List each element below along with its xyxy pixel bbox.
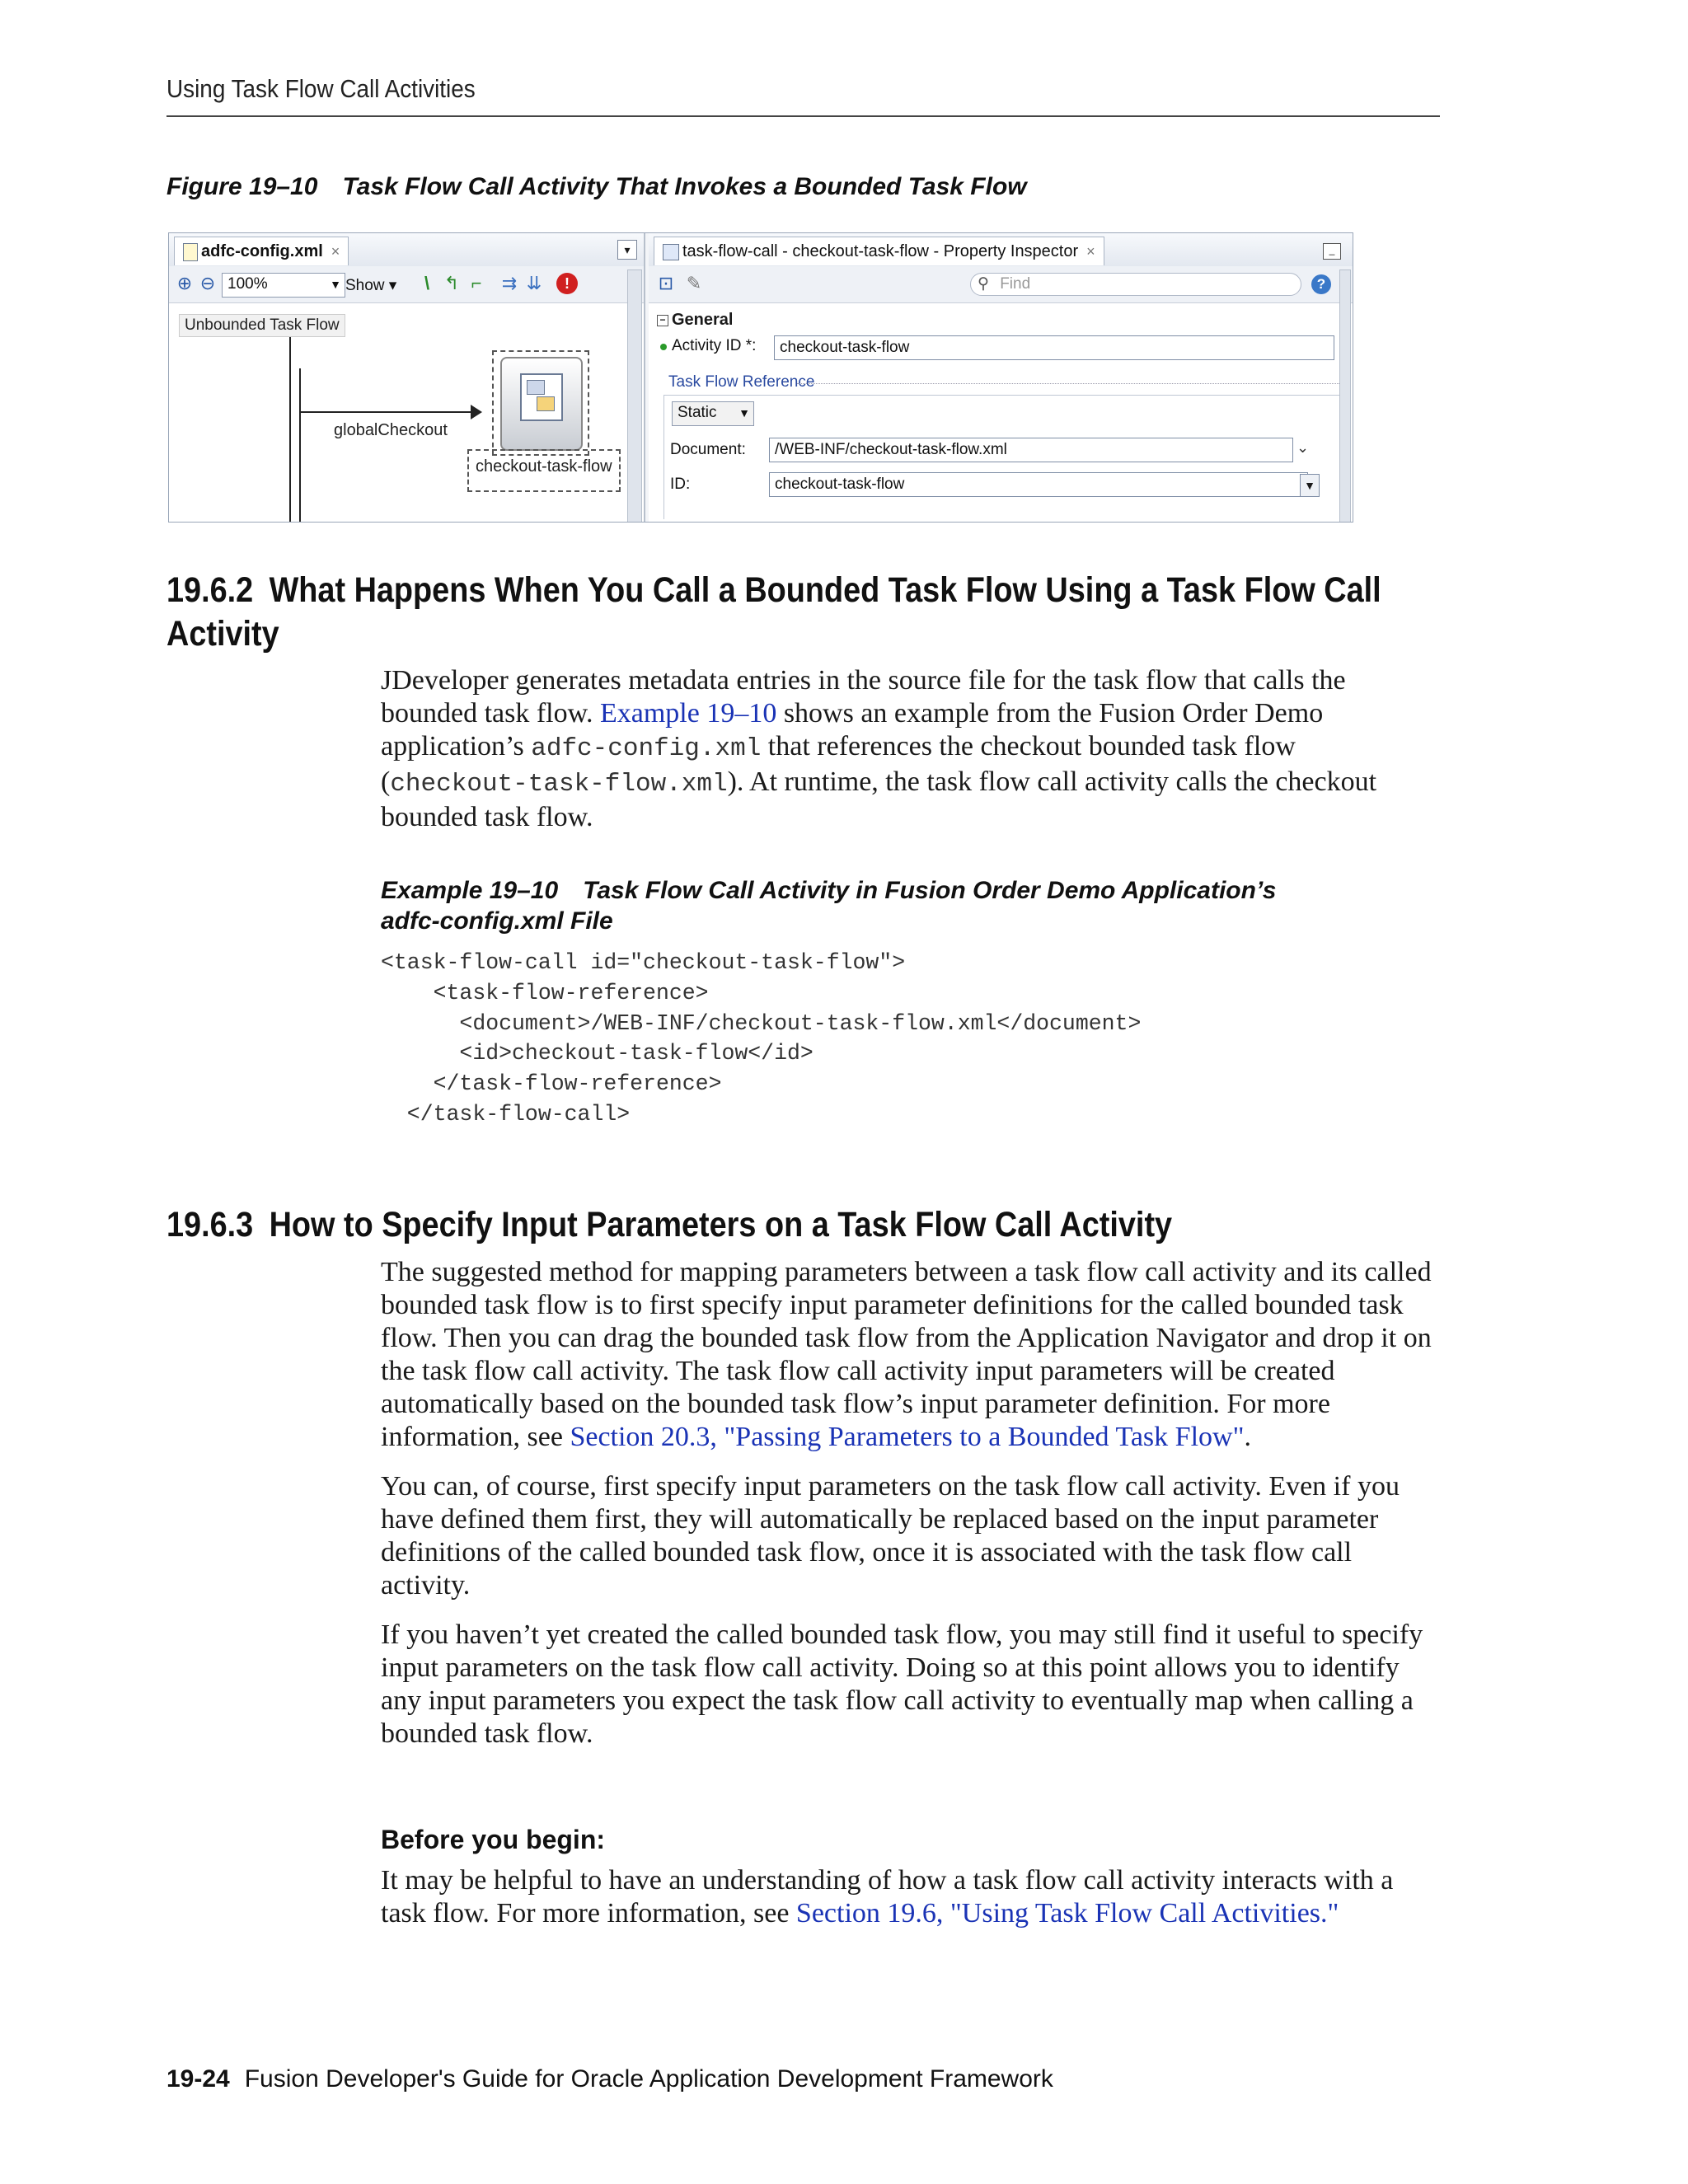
arrow-head-icon xyxy=(471,405,482,419)
align-icon[interactable]: ⇊ xyxy=(526,273,542,293)
control-flow-label: globalCheckout xyxy=(334,421,448,439)
task-flow-call-activity[interactable] xyxy=(500,357,583,451)
task-flow-call-icon xyxy=(520,373,563,421)
before-you-begin-body xyxy=(381,1864,1444,1947)
header-rule xyxy=(166,115,1440,117)
reference-type-select[interactable]: Static ▼ xyxy=(672,401,754,426)
inline-code: checkout-task-flow.xml xyxy=(390,770,728,799)
chevron-down-icon: ▼ xyxy=(738,406,750,419)
chevron-down-icon[interactable]: ⌄ xyxy=(1296,439,1310,456)
flow-line-left xyxy=(299,368,301,522)
required-icon xyxy=(660,344,667,350)
section-general[interactable]: − General xyxy=(657,311,733,330)
page-footer xyxy=(166,2065,1053,2093)
find-icon: ⚲ xyxy=(978,275,989,293)
running-header: Using Task Flow Call Activities xyxy=(166,74,476,103)
tab-property-inspector[interactable]: task-flow-call - checkout-task-flow - Property Inspector × xyxy=(654,237,1104,265)
section-1963-body xyxy=(381,1256,1444,1767)
code-line: <document>/WEB-INF/checkout-task-flow.xml</document> xyxy=(381,1010,1142,1036)
tab-adfc-config[interactable]: adfc-config.xml × xyxy=(174,237,349,265)
activity-label: checkout-task-flow xyxy=(476,457,612,476)
activity-id-label: Activity ID *: xyxy=(672,337,757,354)
editor-tab-bar xyxy=(169,233,644,267)
find-input[interactable]: ⚲ Find xyxy=(970,273,1301,296)
activity-id-field[interactable]: checkout-task-flow xyxy=(774,335,1334,360)
flow-line-vertical xyxy=(289,337,291,522)
diagram-editor-pane xyxy=(169,233,645,522)
section-link[interactable]: Section 20.3, "Passing Parameters to a Bounded Task Flow" xyxy=(570,1422,1245,1452)
code-line: <task-flow-call id="checkout-task-flow"> xyxy=(381,950,906,975)
bind-icon[interactable]: ⊡ xyxy=(658,273,674,293)
id-field[interactable]: checkout-task-flow xyxy=(769,472,1308,497)
before-you-begin-heading: Before you begin: xyxy=(381,1825,606,1854)
control-flow-case-icon[interactable]: ↰ xyxy=(443,273,460,293)
paragraph: The suggested method for mapping parameters between a task flow call activity and its called bounded task flow is to first specify input parameter definitions for the called bounded task flow. Then you can drag the bounded task flow from the Application Navigator and drop it on the task flow call activity. The task flow call activity input parameters will be created automatically based on the bounded task flow’s input parameter definition. For more information, see Section 20.3, "Passing Parameters to a Bounded Task Flow". xyxy=(381,1257,1432,1452)
inspector-tab-bar xyxy=(649,233,1353,267)
example-title: Task Flow Call Activity in Fusion Order Demo Application’s xyxy=(583,877,1277,904)
paragraph: If you haven’t yet created the called bounded task flow, you may still find it useful to specify input parameters on the task flow call activity. Doing so at this point allows you to identify any input parameters you expect the task flow call activity to eventually map when calling a bounded task flow. xyxy=(381,1619,1423,1749)
chevron-down-icon: ▼ xyxy=(330,278,341,291)
inspector-toolbar xyxy=(649,266,1353,303)
file-icon xyxy=(183,243,198,261)
code-line: </task-flow-call> xyxy=(381,1101,631,1127)
zoom-out-icon[interactable]: ⊖ xyxy=(199,273,216,293)
section-1962-body xyxy=(381,664,1444,851)
unbounded-task-flow-label: Unbounded Task Flow xyxy=(179,314,345,337)
example-number: Example 19–10 xyxy=(381,877,559,904)
wildcard-icon[interactable]: ⌐ xyxy=(471,273,482,293)
show-menu[interactable]: Show ▾ xyxy=(345,277,397,294)
code-line: <task-flow-reference> xyxy=(381,980,709,1005)
control-flow-icon[interactable]: \ xyxy=(424,273,430,293)
close-icon[interactable]: × xyxy=(331,243,340,260)
zoom-in-icon[interactable]: ⊕ xyxy=(176,273,193,293)
figure-number: Figure 19–10 xyxy=(166,173,318,200)
code-line: <id>checkout-task-flow</id> xyxy=(381,1041,814,1066)
example-link[interactable]: Example 19–10 xyxy=(599,698,777,729)
section-heading-1963: 19.6.3 How to Specify Input Parameters on a Task Flow Call Activity xyxy=(166,1205,1173,1244)
id-label: ID: xyxy=(670,476,691,493)
id-dropdown-button[interactable]: ▼ xyxy=(1300,474,1320,497)
edit-icon[interactable]: ✎ xyxy=(686,273,702,293)
section-heading-1962: 19.6.2 What Happens When You Call a Bounded Task Flow Using a Task Flow Call Activity xyxy=(166,570,1381,654)
figure-caption xyxy=(166,173,1027,201)
figure-title: Task Flow Call Activity That Invokes a Bounded Task Flow xyxy=(342,173,1027,200)
paragraph: JDeveloper generates metadata entries in the source file for the task flow that calls the bounded task flow. Example 19–10 shows an example from the Fusion Order Demo application’s adfc-config.xml that references the checkout bounded task flow (checkout-task-flow.xml). At runtime, the task flow call activity calls the checkout bounded task flow. xyxy=(381,665,1377,832)
chevron-down-icon[interactable]: ▾ xyxy=(617,240,637,260)
layout-icon[interactable]: ⇉ xyxy=(501,273,518,293)
code-block xyxy=(381,948,1141,1130)
figure-screenshot xyxy=(168,232,1353,523)
close-icon[interactable]: × xyxy=(1086,243,1095,260)
zoom-combo[interactable]: 100% ▼ xyxy=(222,273,345,298)
example-caption xyxy=(381,875,1276,936)
inline-code: adfc-config.xml xyxy=(531,734,762,763)
editor-toolbar xyxy=(169,266,644,303)
section-link[interactable]: Section 19.6, "Using Task Flow Call Activities." xyxy=(795,1898,1339,1929)
error-icon[interactable]: ! xyxy=(556,273,578,294)
group-divider xyxy=(797,383,1341,384)
scrollbar[interactable] xyxy=(1339,269,1351,523)
book-title: Fusion Developer's Guide for Oracle Application Development Framework xyxy=(244,2065,1053,2093)
example-title-line2: adfc-config.xml File xyxy=(381,907,613,935)
paragraph: It may be helpful to have an understanding of how a task flow call activity interacts with a task flow. For more information, see Section 19.6, "Using Task Flow Call Activities." xyxy=(381,1865,1394,1929)
paragraph: You can, of course, first specify input parameters on the task flow call activity. Even if you have defined them first, they will automatically be replaced based on the input parameter definitions of the called bounded task flow, once it is associated with the task flow call activity. xyxy=(381,1471,1400,1601)
document-label: Document: xyxy=(670,441,746,458)
control-flow-arrow xyxy=(299,411,481,413)
code-line: </task-flow-reference> xyxy=(381,1071,722,1097)
page-number: 19-24 xyxy=(166,2065,230,2093)
help-icon[interactable]: ? xyxy=(1311,274,1331,294)
task-flow-reference-label: Task Flow Reference xyxy=(668,373,815,391)
property-inspector-pane xyxy=(649,233,1353,522)
minimize-icon[interactable]: _ xyxy=(1323,243,1341,260)
property-inspector-icon xyxy=(663,244,679,260)
collapse-icon[interactable]: − xyxy=(657,315,668,326)
document-field[interactable]: /WEB-INF/checkout-task-flow.xml xyxy=(769,438,1293,462)
scrollbar[interactable] xyxy=(627,269,642,523)
